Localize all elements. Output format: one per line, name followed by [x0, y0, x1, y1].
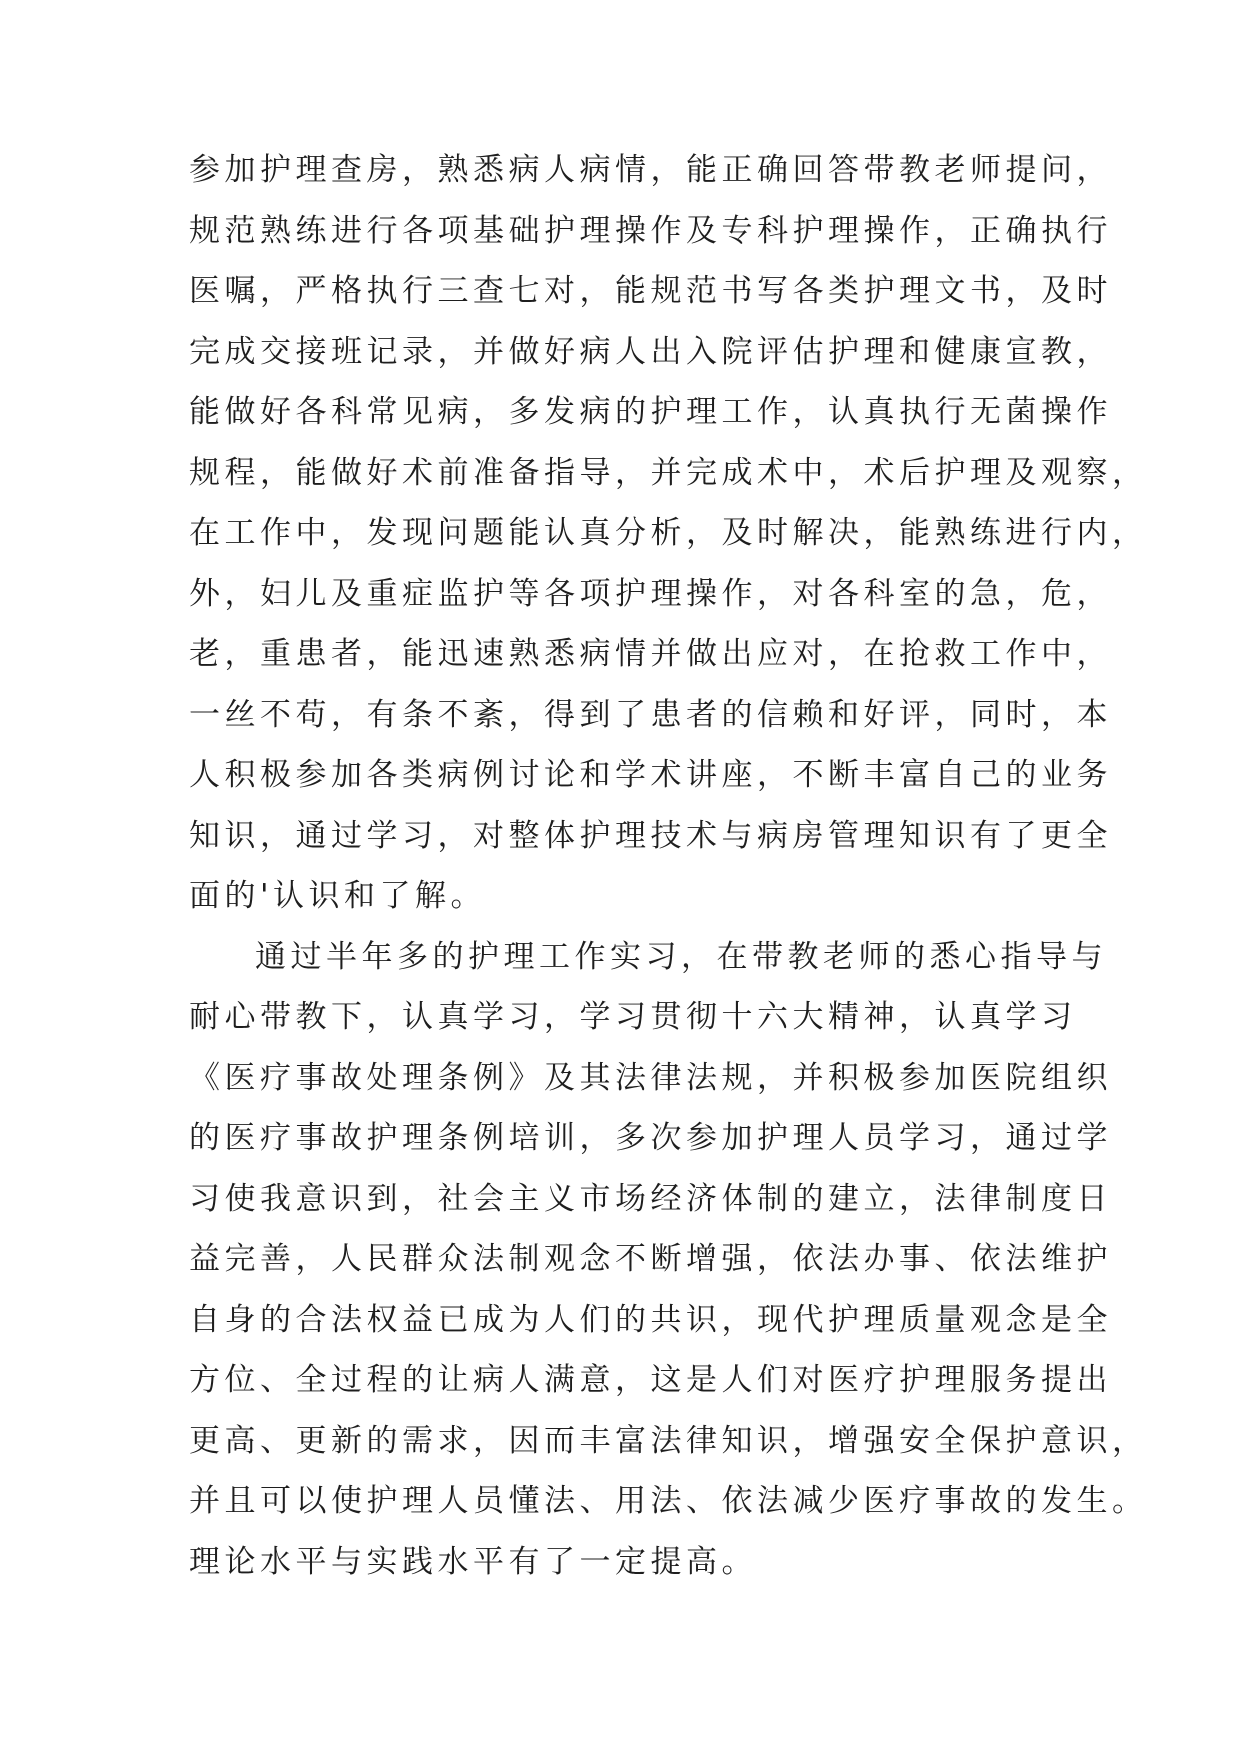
paragraph-1: [189, 140, 1148, 927]
text-line: 参加护理查房，熟悉病人病情，能正确回答带教老师提问，: [189, 152, 1112, 188]
text-line: 习使我意识到，社会主义市场经济体制的建立，法律制度日: [189, 1180, 1112, 1217]
text-line: 能做好各科常见病，多发病的护理工作，认真执行无菌操作: [189, 394, 1112, 430]
text-line: 一丝不苟，有条不紊，得到了患者的信赖和好评，同时，本: [189, 696, 1112, 733]
document-body: [189, 140, 1148, 1592]
text-line: 的医疗事故护理条例培训，多次参加护理人员学习，通过学: [189, 1120, 1112, 1156]
text-line: 在工作中，发现问题能认真分析，及时解决，能熟练进行内，: [189, 515, 1148, 551]
text-line: 医嘱，严格执行三查七对，能规范书写各类护理文书，及时: [189, 273, 1112, 309]
text-line: 方位、全过程的让病人满意，这是人们对医疗护理服务提出: [189, 1362, 1112, 1398]
text-line: 益完善，人民群众法制观念不断增强，依法办事、依法维护: [189, 1241, 1112, 1277]
text-line: 规范熟练进行各项基础护理操作及专科护理操作，正确执行: [189, 212, 1112, 249]
text-line: 耐心带教下，认真学习，学习贯彻十六大精神，认真学习: [189, 999, 1077, 1035]
text-line: 老，重患者，能迅速熟悉病情并做出应对，在抢救工作中，: [189, 636, 1112, 672]
text-line: 人积极参加各类病例讨论和学术讲座，不断丰富自己的业务: [189, 757, 1112, 793]
text-line: 规程，能做好术前准备指导，并完成术中，术后护理及观察，: [189, 454, 1148, 491]
text-line: 完成交接班记录，并做好病人出入院评估护理和健康宣教，: [189, 333, 1112, 370]
text-line: 并且可以使护理人员懂法、用法、依法减少医疗事故的发生。: [189, 1483, 1148, 1519]
text-line: 通过半年多的护理工作实习，在带教老师的悉心指导与: [255, 938, 1107, 975]
text-line: 外，妇儿及重症监护等各项护理操作，对各科室的急，危，: [189, 575, 1112, 612]
text-line: 更高、更新的需求，因而丰富法律知识，增强安全保护意识，: [189, 1422, 1148, 1459]
paragraph-2: [189, 927, 1148, 1593]
text-line: 自身的合法权益已成为人们的共识，现代护理质量观念是全: [189, 1301, 1112, 1338]
text-line: 面的'认识和了解。: [189, 878, 487, 914]
text-line: 知识，通过学习，对整体护理技术与病房管理知识有了更全: [189, 817, 1112, 854]
text-line: 《医疗事故处理条例》及其法律法规，并积极参加医院组织: [189, 1059, 1112, 1096]
text-line: 理论水平与实践水平有了一定提高。: [189, 1543, 757, 1580]
